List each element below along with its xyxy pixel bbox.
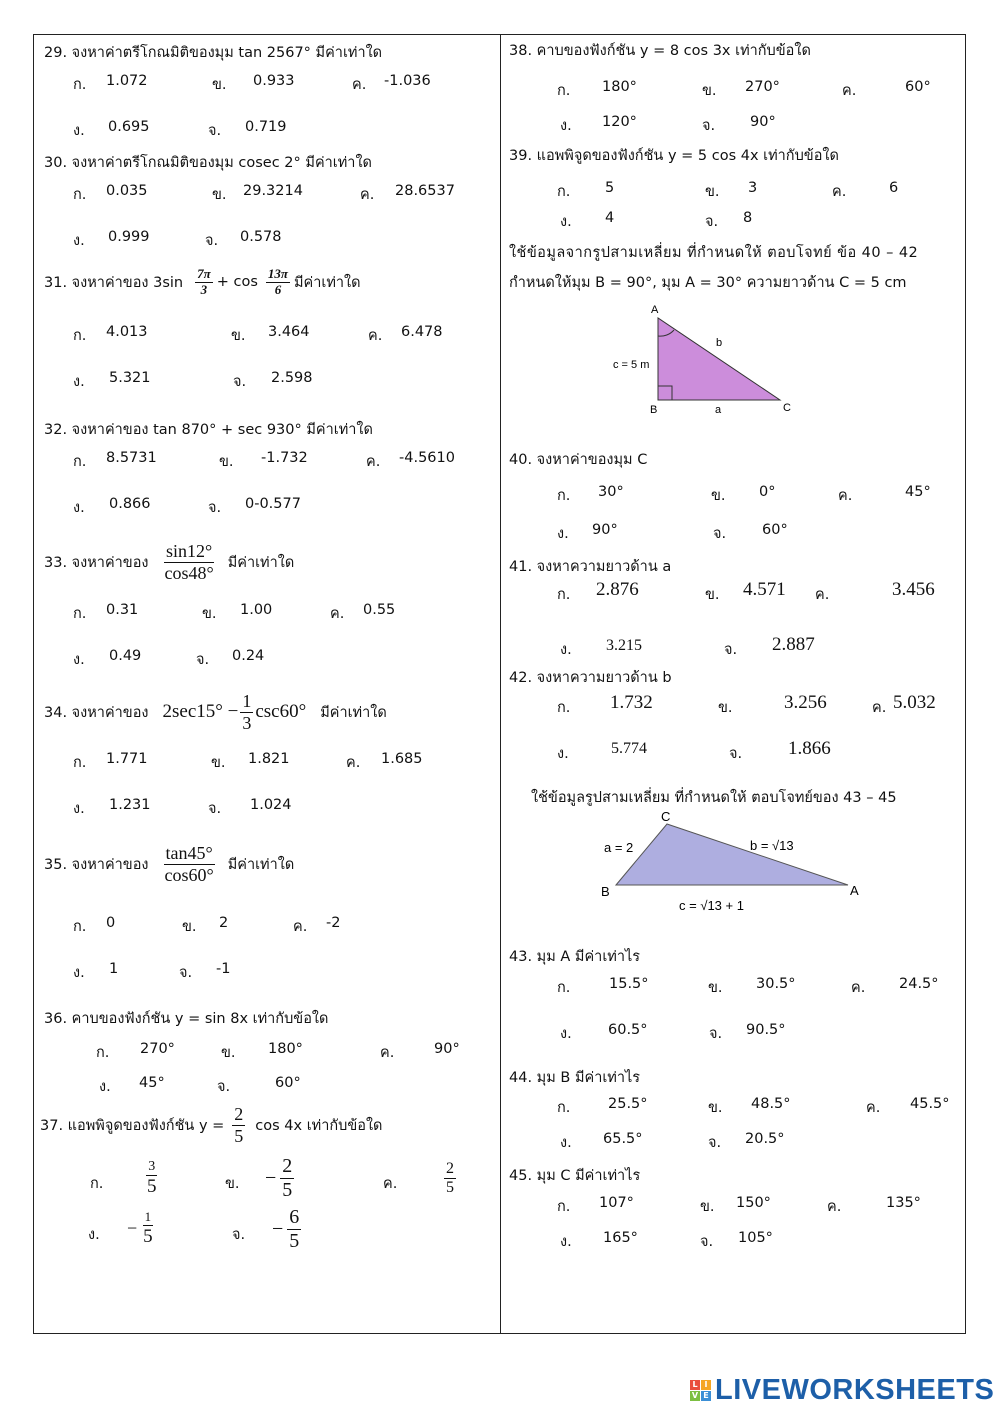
q35-fraction <box>163 843 216 885</box>
q37-b-num: 2 <box>282 1155 293 1177</box>
q35-option-value: 0 <box>106 915 116 931</box>
question-45: 45. มุม C มีค่าเท่าไร <box>509 1168 641 1184</box>
q29-option-label: ข. <box>212 77 227 93</box>
q35-option-label: ข. <box>182 919 197 935</box>
q38-option-label: ก. <box>557 83 571 99</box>
q40-option-value: 45° <box>905 484 931 500</box>
q34-suffix: มีค่าเท่าใด <box>320 704 387 721</box>
intro-43-45: ใช้ข้อมูลรูปสามเหลี่ยม ที่กำหนดให้ ตอบโจทย์ของ 43 – 45 <box>531 790 897 806</box>
q33-option-value: 1.00 <box>240 602 273 618</box>
q37-c-fraction <box>444 1160 456 1198</box>
q37-option-e <box>272 1206 305 1253</box>
q34-option-value: 1.685 <box>381 751 423 767</box>
q34-option-value: 1.231 <box>109 797 151 813</box>
q37-d-fraction <box>141 1210 155 1248</box>
q31-f1-denominator: 3 <box>200 281 208 297</box>
q31-mid: + cos <box>216 274 258 291</box>
q35-option-label: ค. <box>293 919 308 935</box>
q37-a-fraction <box>145 1159 159 1198</box>
q45-option-value: 135° <box>886 1195 921 1211</box>
q29-option-label: ง. <box>73 123 85 139</box>
q37-option-b <box>265 1155 298 1202</box>
q32-option-label: ง. <box>73 500 85 516</box>
q41-option-value: 2.887 <box>772 634 815 655</box>
q34-option-label: ก. <box>73 755 87 771</box>
q45-option-value: 105° <box>738 1230 773 1246</box>
q38-option-value: 60° <box>905 79 931 95</box>
q29-option-label: จ. <box>208 123 222 139</box>
brand-mark-i: I <box>701 1380 711 1390</box>
q33-option-value: 0.55 <box>363 602 396 618</box>
q41-option-label: ค. <box>815 587 830 603</box>
q29-option-value: 0.695 <box>108 119 150 135</box>
q42-option-label: ก. <box>557 700 571 716</box>
q37-sign: − <box>272 1218 284 1240</box>
q36-option-value: 180° <box>268 1041 303 1057</box>
q31-f2-denominator: 6 <box>274 281 282 297</box>
q41-option-label: ก. <box>557 587 571 603</box>
q31-f2-numerator: 13π <box>267 266 288 281</box>
q37-option-label: ก. <box>90 1176 104 1192</box>
q33-option-label: จ. <box>196 652 210 668</box>
q35-denominator: cos60° <box>164 864 214 885</box>
question-29: 29. จงหาค่าตรีโกณมิติของมุม tan 2567° มีค่าเท่าใด <box>44 45 383 61</box>
q44-option-value: 20.5° <box>745 1131 785 1147</box>
right-triangle-figure <box>600 298 810 420</box>
q32-option-value: -1.732 <box>261 450 308 466</box>
q35-option-label: จ. <box>179 965 193 981</box>
q42-option-label: จ. <box>729 746 743 762</box>
question-33 <box>44 541 294 583</box>
q37-option-label: ค. <box>383 1176 398 1192</box>
q37-d-den: 5 <box>143 1225 153 1247</box>
q29-option-label: ค. <box>352 77 367 93</box>
q36-option-value: 45° <box>139 1075 165 1091</box>
q31-f1-numerator: 7π <box>197 266 211 281</box>
vertex-b-label: B <box>601 884 610 899</box>
q43-option-label: ง. <box>560 1026 572 1042</box>
q40-option-value: 90° <box>592 522 618 538</box>
q38-option-label: จ. <box>702 118 716 134</box>
question-30: 30. จงหาค่าตรีโกณมิติของมุม cosec 2° มีค่าเท่าใด <box>44 155 372 171</box>
q31-fraction-1 <box>195 267 213 298</box>
q44-option-label: จ. <box>708 1135 722 1151</box>
q37-b-den: 5 <box>282 1179 293 1201</box>
q38-option-label: ค. <box>842 83 857 99</box>
q45-option-value: 165° <box>603 1230 638 1246</box>
q37-option-d <box>127 1210 159 1248</box>
question-41: 41. จงหาความยาวด้าน a <box>509 559 672 575</box>
q37-e-num: 6 <box>289 1206 300 1228</box>
q42-option-label: ข. <box>718 700 733 716</box>
q33-fraction <box>163 541 216 583</box>
q45-option-label: ง. <box>560 1234 572 1250</box>
q30-option-value: 0.035 <box>106 183 148 199</box>
q37-numerator: 2 <box>234 1104 244 1124</box>
q36-option-value: 60° <box>275 1075 301 1091</box>
q30-option-value: 29.3214 <box>243 183 303 199</box>
q43-option-label: ก. <box>557 980 571 996</box>
q35-option-value: 1 <box>109 961 119 977</box>
vertex-c-label: C <box>783 402 791 414</box>
vertex-b-label: B <box>650 404 658 416</box>
q38-option-value: 270° <box>745 79 780 95</box>
q41-option-label: ง. <box>560 642 572 658</box>
q32-option-label: ก. <box>73 454 87 470</box>
q43-option-label: ค. <box>851 980 866 996</box>
question-31 <box>44 267 361 298</box>
question-43: 43. มุม A มีค่าเท่าไร <box>509 949 641 965</box>
q33-denominator: cos48° <box>164 562 214 583</box>
question-37 <box>40 1104 382 1146</box>
triangle-abc <box>658 318 780 400</box>
q37-option-label: ข. <box>225 1176 240 1192</box>
q40-option-value: 0° <box>759 484 776 500</box>
q30-option-value: 28.6537 <box>395 183 455 199</box>
q31-option-label: ง. <box>73 374 85 390</box>
q43-option-label: ข. <box>708 980 723 996</box>
q37-option-label: ง. <box>88 1227 100 1243</box>
q44-option-value: 45.5° <box>910 1096 950 1112</box>
q31-option-label: ข. <box>231 328 246 344</box>
q33-suffix: มีค่าเท่าใด <box>227 554 295 571</box>
q37-sign: − <box>265 1167 277 1189</box>
q31-prefix: 31. จงหาค่าของ 3sin <box>44 274 184 291</box>
q43-option-value: 60.5° <box>608 1022 648 1038</box>
q41-option-value: 2.876 <box>596 579 639 600</box>
q41-option-label: จ. <box>724 642 738 658</box>
q34-option-label: ง. <box>73 801 85 817</box>
q44-option-value: 25.5° <box>608 1096 648 1112</box>
q42-option-label: ง. <box>557 746 569 762</box>
q37-a-num: 3 <box>146 1159 157 1176</box>
q34-option-value: 1.024 <box>250 797 292 813</box>
q37-d-num: 1 <box>144 1209 152 1224</box>
q37-fraction <box>232 1104 245 1146</box>
side-b-label: b <box>716 337 723 349</box>
q36-option-label: ก. <box>96 1045 110 1061</box>
q45-option-label: ก. <box>557 1199 571 1215</box>
brand-mark-e: E <box>701 1391 711 1401</box>
q43-option-value: 24.5° <box>899 976 939 992</box>
q37-e-den: 5 <box>289 1230 300 1252</box>
q40-option-label: ง. <box>557 526 569 542</box>
q30-option-label: ก. <box>73 187 87 203</box>
q37-denominator: 5 <box>234 1125 244 1146</box>
question-42: 42. จงหาความยาวด้าน b <box>509 670 672 686</box>
q34-fraction <box>240 691 253 733</box>
q43-option-value: 30.5° <box>756 976 796 992</box>
q34-denominator: 3 <box>242 712 252 733</box>
q38-option-label: ข. <box>702 83 717 99</box>
q35-suffix: มีค่าเท่าใด <box>227 856 295 873</box>
question-39: 39. แอพพิจูดของฟังก์ชัน y = 5 cos 4x เท่ากับข้อใด <box>509 148 839 164</box>
q36-option-value: 90° <box>434 1041 460 1057</box>
q38-option-value: 90° <box>750 114 776 130</box>
q42-option-value: 1.866 <box>788 738 831 759</box>
intro-40-42: ใช้ข้อมูลจากรูปสามเหลี่ยม ที่กำหนดให้ ตอบโจทย์ ข้อ 40 – 42 <box>509 245 919 261</box>
triangle-abc-2 <box>616 824 848 885</box>
scalene-triangle-figure <box>595 805 875 917</box>
q30-option-label: ค. <box>360 187 375 203</box>
q43-option-value: 15.5° <box>609 976 649 992</box>
q33-numerator: sin12° <box>165 541 213 561</box>
q35-option-label: ก. <box>73 919 87 935</box>
q31-option-value: 6.478 <box>401 324 443 340</box>
q40-option-label: ค. <box>838 488 853 504</box>
q34-expr-2: csc60° <box>255 701 307 723</box>
q29-option-value: -1.036 <box>384 73 431 89</box>
q31-option-value: 2.598 <box>271 370 313 386</box>
q36-option-label: จ. <box>217 1079 231 1095</box>
q38-option-value: 180° <box>602 79 637 95</box>
vertex-c-label: C <box>661 809 671 824</box>
q34-prefix: 34. จงหาค่าของ <box>44 704 149 721</box>
q45-option-label: ค. <box>827 1199 842 1215</box>
q37-b-fraction <box>280 1155 294 1202</box>
q33-option-value: 0.49 <box>109 648 142 664</box>
q39-option-label: ง. <box>560 214 572 230</box>
q33-option-label: ค. <box>330 606 345 622</box>
q39-option-value: 6 <box>889 180 899 196</box>
q36-option-label: ข. <box>221 1045 236 1061</box>
q35-option-value: -1 <box>216 961 231 977</box>
q38-option-value: 120° <box>602 114 637 130</box>
q42-option-value: 1.732 <box>610 692 653 713</box>
q34-numerator: 1 <box>242 691 252 711</box>
q31-fraction-2 <box>266 267 290 298</box>
q29-option-label: ก. <box>73 77 87 93</box>
question-36: 36. คาบของฟังก์ชัน y = sin 8x เท่ากับข้อใด <box>44 1011 329 1027</box>
liveworksheets-logo[interactable] <box>690 1374 994 1407</box>
q37-sign: − <box>127 1218 138 1239</box>
given-40-42: กำหนดให้มุม B = 90°, มุม A = 30° ความยาวด้าน C = 5 cm <box>509 275 907 291</box>
q37-option-c <box>440 1160 460 1198</box>
q39-option-value: 3 <box>748 180 758 196</box>
q34-option-label: ข. <box>211 755 226 771</box>
q37-prefix: 37. แอพพิจูดของฟังก์ชัน y = <box>40 1117 225 1134</box>
q45-option-value: 107° <box>599 1195 634 1211</box>
q32-option-value: 8.5731 <box>106 450 157 466</box>
vertex-a-label: A <box>651 304 659 316</box>
q33-option-label: ก. <box>73 606 87 622</box>
brand-mark-icon <box>690 1380 711 1401</box>
q32-option-label: ค. <box>366 454 381 470</box>
q44-option-label: ค. <box>866 1100 881 1116</box>
question-38: 38. คาบของฟังก์ชัน y = 8 cos 3x เท่ากับข้อใด <box>509 43 811 59</box>
q30-option-label: จ. <box>205 233 219 249</box>
q34-option-value: 1.821 <box>248 751 290 767</box>
q34-expr-1: 2sec15° − <box>162 701 239 723</box>
q30-option-label: ข. <box>212 187 227 203</box>
side-c-label: c = √13 + 1 <box>679 898 744 913</box>
question-32: 32. จงหาค่าของ tan 870° + sec 930° มีค่าเท่าใด <box>44 422 373 438</box>
q30-option-value: 0.578 <box>240 229 282 245</box>
side-a-label: a = 2 <box>604 840 634 855</box>
q44-option-value: 65.5° <box>603 1131 643 1147</box>
brand-mark-v: V <box>691 1391 699 1400</box>
q39-option-label: จ. <box>705 214 719 230</box>
q37-a-den: 5 <box>147 1176 157 1198</box>
q37-suffix: cos 4x เท่ากับข้อใด <box>255 1117 383 1134</box>
q40-option-label: ข. <box>711 488 726 504</box>
q29-option-value: 0.719 <box>245 119 287 135</box>
q37-option-label: จ. <box>232 1227 246 1243</box>
q30-option-label: ง. <box>73 233 85 249</box>
q38-option-label: ง. <box>560 118 572 134</box>
q32-option-value: 0.866 <box>109 496 151 512</box>
q44-option-value: 48.5° <box>751 1096 791 1112</box>
q39-option-value: 8 <box>743 210 753 226</box>
q41-option-value: 3.456 <box>892 579 935 600</box>
q31-option-value: 5.321 <box>109 370 151 386</box>
q31-option-label: ก. <box>73 328 87 344</box>
q39-option-value: 5 <box>605 180 615 196</box>
q40-option-value: 60° <box>762 522 788 538</box>
q31-option-label: จ. <box>233 374 247 390</box>
q35-numerator: tan45° <box>165 843 213 863</box>
vertex-a-label: A <box>850 883 859 898</box>
q37-c-num: 2 <box>444 1160 456 1179</box>
brand-mark-l: L <box>690 1380 700 1390</box>
q31-option-value: 4.013 <box>106 324 148 340</box>
column-divider <box>500 34 501 1334</box>
q42-option-value: 5.774 <box>611 740 647 757</box>
q36-option-label: ง. <box>99 1079 111 1095</box>
q34-option-label: จ. <box>208 801 222 817</box>
q36-option-label: ค. <box>380 1045 395 1061</box>
q29-option-value: 1.072 <box>106 73 148 89</box>
q42-option-value: 3.256 <box>784 692 827 713</box>
q37-c-den: 5 <box>446 1179 454 1197</box>
q33-option-value: 0.24 <box>232 648 265 664</box>
q35-option-label: ง. <box>73 965 85 981</box>
q32-option-value: 0-0.577 <box>245 496 301 512</box>
q41-option-value: 4.571 <box>743 579 786 600</box>
q39-option-label: ข. <box>705 184 720 200</box>
side-a-label: a <box>715 404 722 416</box>
q44-option-label: ง. <box>560 1135 572 1151</box>
q44-option-label: ก. <box>557 1100 571 1116</box>
side-b-label: b = √13 <box>750 838 794 853</box>
q37-option-a <box>141 1159 163 1198</box>
q40-option-label: จ. <box>713 526 727 542</box>
q31-option-label: ค. <box>368 328 383 344</box>
question-34 <box>44 691 387 733</box>
q32-option-value: -4.5610 <box>399 450 455 466</box>
q32-option-label: จ. <box>208 500 222 516</box>
question-40: 40. จงหาค่าของมุม C <box>509 452 648 468</box>
q33-option-value: 0.31 <box>106 602 139 618</box>
q44-option-label: ข. <box>708 1100 723 1116</box>
q40-option-label: ก. <box>557 488 571 504</box>
side-c-label: c = 5 m <box>613 359 650 371</box>
q37-e-fraction <box>287 1206 301 1253</box>
q33-option-label: ง. <box>73 652 85 668</box>
q43-option-label: จ. <box>709 1026 723 1042</box>
q33-prefix: 33. จงหาค่าของ <box>44 554 149 571</box>
question-35 <box>44 843 294 885</box>
q35-option-value: 2 <box>219 915 229 931</box>
q34-option-label: ค. <box>346 755 361 771</box>
q40-option-value: 30° <box>598 484 624 500</box>
q45-option-label: จ. <box>700 1234 714 1250</box>
q45-option-label: ข. <box>700 1199 715 1215</box>
q31-suffix: มีค่าเท่าใด <box>294 274 361 291</box>
q42-option-value: 5.032 <box>893 692 936 713</box>
q36-option-value: 270° <box>140 1041 175 1057</box>
q45-option-value: 150° <box>736 1195 771 1211</box>
q43-option-value: 90.5° <box>746 1022 786 1038</box>
q35-option-value: -2 <box>326 915 341 931</box>
q32-option-label: ข. <box>219 454 234 470</box>
q29-option-value: 0.933 <box>253 73 295 89</box>
q39-option-label: ค. <box>832 184 847 200</box>
question-44: 44. มุม B มีค่าเท่าไร <box>509 1070 641 1086</box>
q42-option-label: ค. <box>872 700 887 716</box>
q39-option-value: 4 <box>605 210 615 226</box>
q31-option-value: 3.464 <box>268 324 310 340</box>
q39-option-label: ก. <box>557 184 571 200</box>
q35-prefix: 35. จงหาค่าของ <box>44 856 149 873</box>
q34-option-value: 1.771 <box>106 751 148 767</box>
brand-name: LIVEWORKSHEETS <box>715 1374 995 1406</box>
q33-option-label: ข. <box>202 606 217 622</box>
q41-option-value: 3.215 <box>606 637 642 654</box>
q30-option-value: 0.999 <box>108 229 150 245</box>
q41-option-label: ข. <box>705 587 720 603</box>
